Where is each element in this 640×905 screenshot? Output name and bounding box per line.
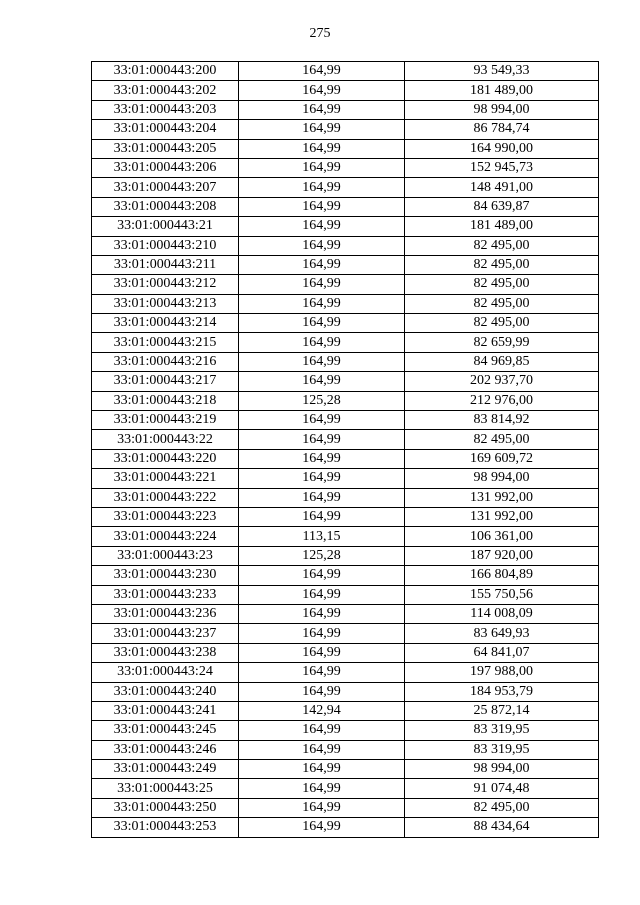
table-row — [92, 81, 599, 100]
value-cell: 166 804,89 — [405, 566, 599, 585]
rate-cell: 164,99 — [239, 294, 405, 313]
cadastral-number-cell: 33:01:000443:230 — [92, 566, 239, 585]
cadastral-number-cell: 33:01:000443:233 — [92, 585, 239, 604]
rate-cell: 164,99 — [239, 663, 405, 682]
value-cell: 131 992,00 — [405, 488, 599, 507]
rate-cell: 164,99 — [239, 507, 405, 526]
rate-cell: 164,99 — [239, 372, 405, 391]
table-row — [92, 604, 599, 623]
rate-cell: 164,99 — [239, 333, 405, 352]
value-cell: 91 074,48 — [405, 779, 599, 798]
rate-cell: 164,99 — [239, 779, 405, 798]
cadastral-number-cell: 33:01:000443:223 — [92, 507, 239, 526]
table-row — [92, 294, 599, 313]
cadastral-number-cell: 33:01:000443:22 — [92, 430, 239, 449]
table-row — [92, 663, 599, 682]
cadastral-number-cell: 33:01:000443:205 — [92, 139, 239, 158]
cadastral-number-cell: 33:01:000443:213 — [92, 294, 239, 313]
value-cell: 197 988,00 — [405, 663, 599, 682]
value-cell: 83 319,95 — [405, 740, 599, 759]
table-row — [92, 585, 599, 604]
table-row — [92, 333, 599, 352]
cadastral-number-cell: 33:01:000443:214 — [92, 314, 239, 333]
rate-cell: 164,99 — [239, 430, 405, 449]
rate-cell: 164,99 — [239, 740, 405, 759]
cadastral-number-cell: 33:01:000443:237 — [92, 624, 239, 643]
rate-cell: 164,99 — [239, 275, 405, 294]
rate-cell: 164,99 — [239, 158, 405, 177]
cadastral-number-cell: 33:01:000443:249 — [92, 760, 239, 779]
cadastral-number-cell: 33:01:000443:207 — [92, 178, 239, 197]
cadastral-number-cell: 33:01:000443:204 — [92, 120, 239, 139]
rate-cell: 125,28 — [239, 546, 405, 565]
cadastral-number-cell: 33:01:000443:241 — [92, 701, 239, 720]
table-row — [92, 488, 599, 507]
rate-cell: 164,99 — [239, 488, 405, 507]
rate-cell: 164,99 — [239, 721, 405, 740]
cadastral-number-cell: 33:01:000443:224 — [92, 527, 239, 546]
cadastral-number-cell: 33:01:000443:202 — [92, 81, 239, 100]
rate-cell: 164,99 — [239, 682, 405, 701]
cadastral-number-cell: 33:01:000443:253 — [92, 818, 239, 837]
value-cell: 82 495,00 — [405, 236, 599, 255]
value-cell: 88 434,64 — [405, 818, 599, 837]
cadastral-number-cell: 33:01:000443:250 — [92, 798, 239, 817]
cadastral-number-cell: 33:01:000443:218 — [92, 391, 239, 410]
cadastral-number-cell: 33:01:000443:238 — [92, 643, 239, 662]
cadastral-number-cell: 33:01:000443:236 — [92, 604, 239, 623]
value-cell: 181 489,00 — [405, 217, 599, 236]
cadastral-number-cell: 33:01:000443:221 — [92, 469, 239, 488]
cadastral-number-cell: 33:01:000443:240 — [92, 682, 239, 701]
cadastral-number-cell: 33:01:000443:220 — [92, 449, 239, 468]
table-row — [92, 469, 599, 488]
table-row — [92, 701, 599, 720]
value-cell: 148 491,00 — [405, 178, 599, 197]
value-cell: 155 750,56 — [405, 585, 599, 604]
table-row — [92, 352, 599, 371]
value-cell: 82 495,00 — [405, 314, 599, 333]
table-row — [92, 236, 599, 255]
rate-cell: 164,99 — [239, 314, 405, 333]
cadastral-number-cell: 33:01:000443:25 — [92, 779, 239, 798]
table-row — [92, 818, 599, 837]
value-cell: 84 639,87 — [405, 197, 599, 216]
table-row — [92, 682, 599, 701]
value-cell: 64 841,07 — [405, 643, 599, 662]
cadastral-number-cell: 33:01:000443:200 — [92, 62, 239, 81]
value-cell: 83 649,93 — [405, 624, 599, 643]
cadastral-number-cell: 33:01:000443:216 — [92, 352, 239, 371]
value-cell: 82 495,00 — [405, 798, 599, 817]
cadastral-table — [91, 61, 599, 838]
cadastral-number-cell: 33:01:000443:246 — [92, 740, 239, 759]
value-cell: 164 990,00 — [405, 139, 599, 158]
rate-cell: 164,99 — [239, 81, 405, 100]
rate-cell: 164,99 — [239, 798, 405, 817]
table-row — [92, 527, 599, 546]
value-cell: 84 969,85 — [405, 352, 599, 371]
cadastral-number-cell: 33:01:000443:23 — [92, 546, 239, 565]
rate-cell: 164,99 — [239, 585, 405, 604]
cadastral-number-cell: 33:01:000443:210 — [92, 236, 239, 255]
rate-cell: 164,99 — [239, 604, 405, 623]
cadastral-number-cell: 33:01:000443:217 — [92, 372, 239, 391]
cadastral-number-cell: 33:01:000443:203 — [92, 100, 239, 119]
rate-cell: 164,99 — [239, 120, 405, 139]
cadastral-number-cell: 33:01:000443:219 — [92, 411, 239, 430]
rate-cell: 164,99 — [239, 352, 405, 371]
table-row — [92, 507, 599, 526]
rate-cell: 164,99 — [239, 139, 405, 158]
cadastral-number-cell: 33:01:000443:211 — [92, 255, 239, 274]
table-row — [92, 139, 599, 158]
table-row — [92, 100, 599, 119]
table-row — [92, 546, 599, 565]
value-cell: 114 008,09 — [405, 604, 599, 623]
rate-cell: 164,99 — [239, 566, 405, 585]
value-cell: 25 872,14 — [405, 701, 599, 720]
value-cell: 82 495,00 — [405, 430, 599, 449]
table-row — [92, 158, 599, 177]
table-row — [92, 178, 599, 197]
table-row — [92, 430, 599, 449]
value-cell: 131 992,00 — [405, 507, 599, 526]
table-body — [92, 62, 599, 838]
rate-cell: 164,99 — [239, 818, 405, 837]
value-cell: 181 489,00 — [405, 81, 599, 100]
cadastral-number-cell: 33:01:000443:24 — [92, 663, 239, 682]
rate-cell: 125,28 — [239, 391, 405, 410]
table-row — [92, 449, 599, 468]
rate-cell: 164,99 — [239, 197, 405, 216]
table-row — [92, 411, 599, 430]
value-cell: 82 495,00 — [405, 294, 599, 313]
rate-cell: 164,99 — [239, 643, 405, 662]
rate-cell: 164,99 — [239, 255, 405, 274]
value-cell: 83 814,92 — [405, 411, 599, 430]
value-cell: 82 495,00 — [405, 255, 599, 274]
rate-cell: 164,99 — [239, 469, 405, 488]
rate-cell: 164,99 — [239, 411, 405, 430]
value-cell: 184 953,79 — [405, 682, 599, 701]
rate-cell: 164,99 — [239, 178, 405, 197]
table-row — [92, 217, 599, 236]
value-cell: 98 994,00 — [405, 469, 599, 488]
table-row — [92, 275, 599, 294]
value-cell: 212 976,00 — [405, 391, 599, 410]
rate-cell: 164,99 — [239, 624, 405, 643]
table-row — [92, 643, 599, 662]
rate-cell: 164,99 — [239, 449, 405, 468]
table-row — [92, 62, 599, 81]
cadastral-number-cell: 33:01:000443:21 — [92, 217, 239, 236]
value-cell: 106 361,00 — [405, 527, 599, 546]
table-row — [92, 779, 599, 798]
cadastral-number-cell: 33:01:000443:222 — [92, 488, 239, 507]
table-row — [92, 372, 599, 391]
cadastral-number-cell: 33:01:000443:215 — [92, 333, 239, 352]
table-row — [92, 120, 599, 139]
value-cell: 152 945,73 — [405, 158, 599, 177]
cadastral-number-cell: 33:01:000443:206 — [92, 158, 239, 177]
table-row — [92, 760, 599, 779]
value-cell: 202 937,70 — [405, 372, 599, 391]
value-cell: 98 994,00 — [405, 100, 599, 119]
rate-cell: 164,99 — [239, 236, 405, 255]
value-cell: 86 784,74 — [405, 120, 599, 139]
table-row — [92, 740, 599, 759]
value-cell: 98 994,00 — [405, 760, 599, 779]
rate-cell: 164,99 — [239, 100, 405, 119]
rate-cell: 113,15 — [239, 527, 405, 546]
rate-cell: 164,99 — [239, 217, 405, 236]
value-cell: 169 609,72 — [405, 449, 599, 468]
value-cell: 82 495,00 — [405, 275, 599, 294]
table-row — [92, 314, 599, 333]
cadastral-number-cell: 33:01:000443:208 — [92, 197, 239, 216]
page-number: 275 — [309, 26, 331, 41]
table-row — [92, 197, 599, 216]
table-row — [92, 391, 599, 410]
rate-cell: 164,99 — [239, 760, 405, 779]
rate-cell: 164,99 — [239, 62, 405, 81]
value-cell: 187 920,00 — [405, 546, 599, 565]
rate-cell: 142,94 — [239, 701, 405, 720]
cadastral-number-cell: 33:01:000443:245 — [92, 721, 239, 740]
value-cell: 93 549,33 — [405, 62, 599, 81]
table-row — [92, 798, 599, 817]
table-row — [92, 255, 599, 274]
value-cell: 82 659,99 — [405, 333, 599, 352]
cadastral-number-cell: 33:01:000443:212 — [92, 275, 239, 294]
value-cell: 83 319,95 — [405, 721, 599, 740]
table-row — [92, 566, 599, 585]
table-row — [92, 624, 599, 643]
table-row — [92, 721, 599, 740]
